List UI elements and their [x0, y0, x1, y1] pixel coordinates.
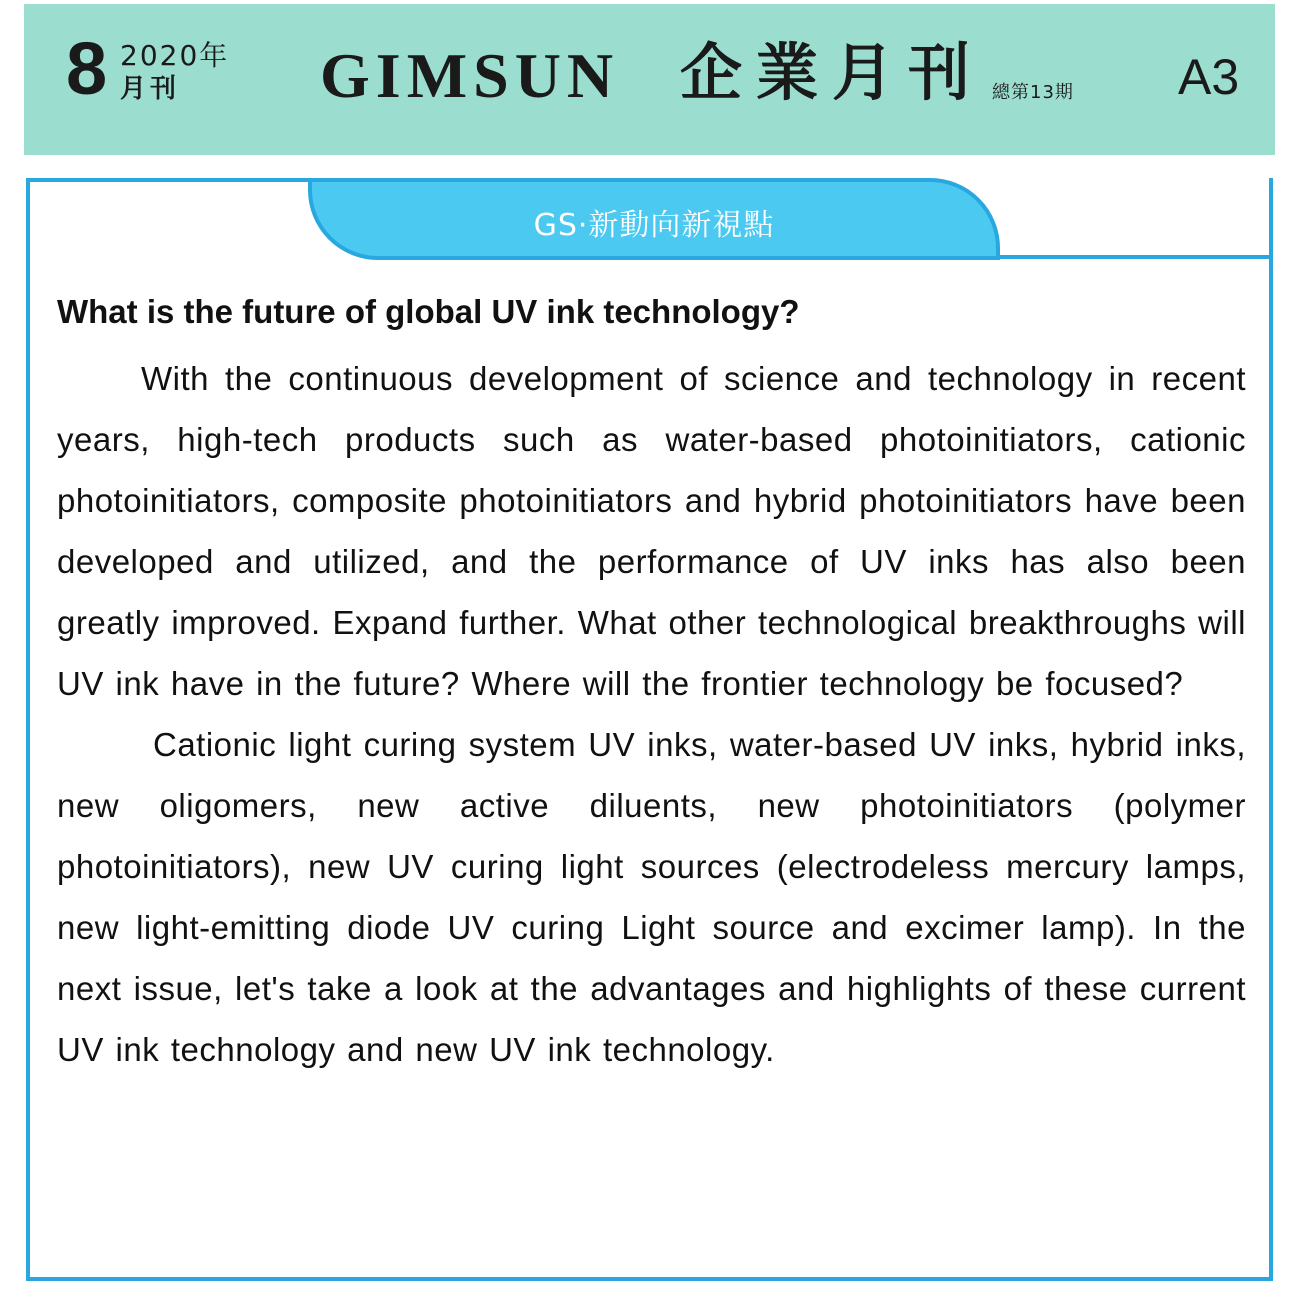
frame-top-right-border — [996, 255, 1273, 259]
brand-name: GIMSUN — [320, 40, 620, 111]
frame-top-left-border — [26, 178, 310, 182]
article-title: What is the future of global UV ink technology? — [57, 293, 800, 330]
edition-label: 月刊 — [120, 74, 181, 104]
article-paragraph-1: With the continuous development of science and technology in recent years, high-tech products such as water-based photoinitiators, cationic photoinitiators, composite photoinitiators and hybrid photoinitiators have been developed and utilized, and the performance of UV inks has also been greatly improved. Expand further. What other technological breakthroughs will UV ink have in the future? Where will the frontier technology be focused? — [57, 360, 1246, 702]
section-tab-label: GS·新動向新視點 — [533, 208, 775, 243]
page-number: A3 — [1178, 49, 1240, 105]
article-content — [57, 288, 1246, 1080]
masthead — [24, 4, 1275, 155]
issue-number: 總第13期 — [992, 82, 1074, 103]
brand-name-cn: 企業月刊 — [680, 36, 985, 109]
article-paragraph-2: Cationic light curing system UV inks, water-based UV inks, hybrid inks, new oligomers, new active diluents, new photoinitiators (polymer photoinitiators), new UV curing light sources (electrodeless mercury lamps, new light-emitting diode UV curing Light source and excimer lamp). In the next issue, let's take a look at the advantages and highlights of these current UV ink technology and new UV ink technology. — [57, 726, 1246, 1068]
month-number: 8 — [66, 27, 108, 110]
section-tab — [308, 178, 1000, 260]
year-label: 2020年 — [120, 39, 230, 72]
